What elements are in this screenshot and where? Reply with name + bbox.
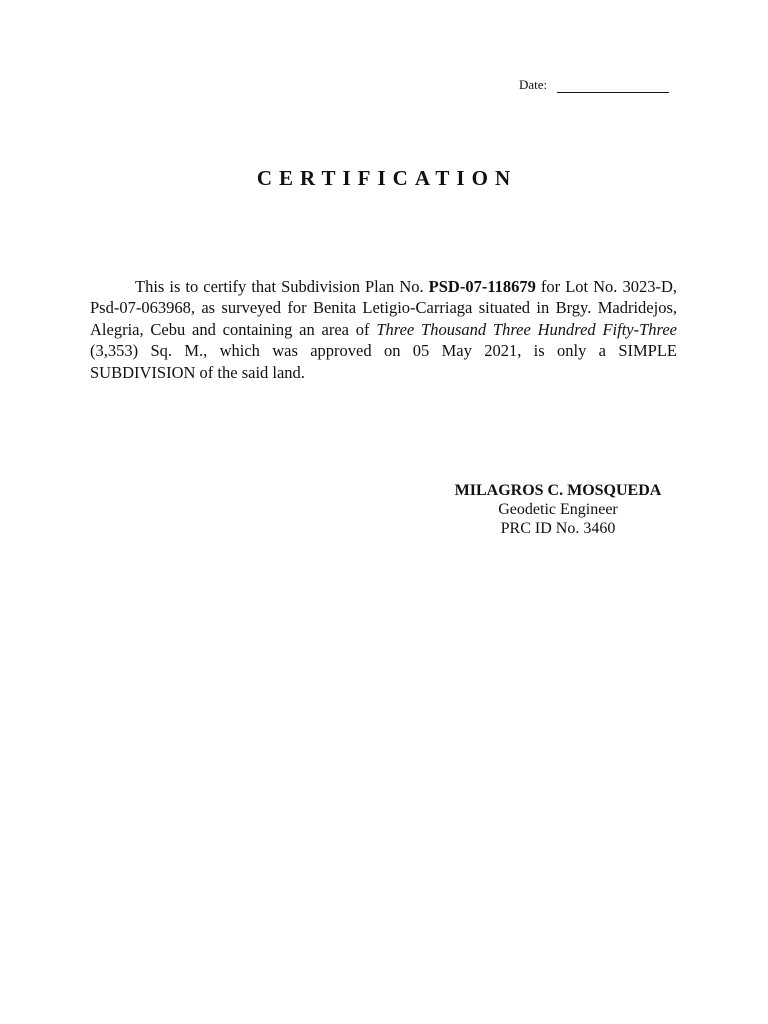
signatory-name: MILAGROS C. MOSQUEDA [454, 482, 662, 499]
date-blank-line [557, 78, 669, 93]
signatory-position: Geodetic Engineer [498, 501, 618, 518]
signatory-prc-id: PRC ID No. 3460 [500, 520, 616, 537]
date-field [519, 77, 669, 93]
body-conclusion: (3,353) Sq. M., which was approved on 05 May 2021, is only a SIMPLE SUBDIVISION of the said land. [90, 341, 677, 382]
date-label: Date: [519, 77, 548, 92]
certification-body [90, 276, 677, 384]
area-in-words: Three Thousand Three Hundred Fifty-Three [376, 319, 677, 339]
plan-number: PSD-07-118679 [428, 276, 536, 296]
document-title: CERTIFICATION [256, 166, 518, 190]
body-intro: This is to certify that Subdivision Plan No. [135, 276, 429, 296]
body-lot-details: for Lot No. 3023-D, Psd-07-063968, as surveyed for Benita Letigio-Carriaga situated in Brgy. Madridejos, Alegria, Cebu and containing an area of [90, 276, 677, 339]
signature-block [430, 481, 686, 538]
